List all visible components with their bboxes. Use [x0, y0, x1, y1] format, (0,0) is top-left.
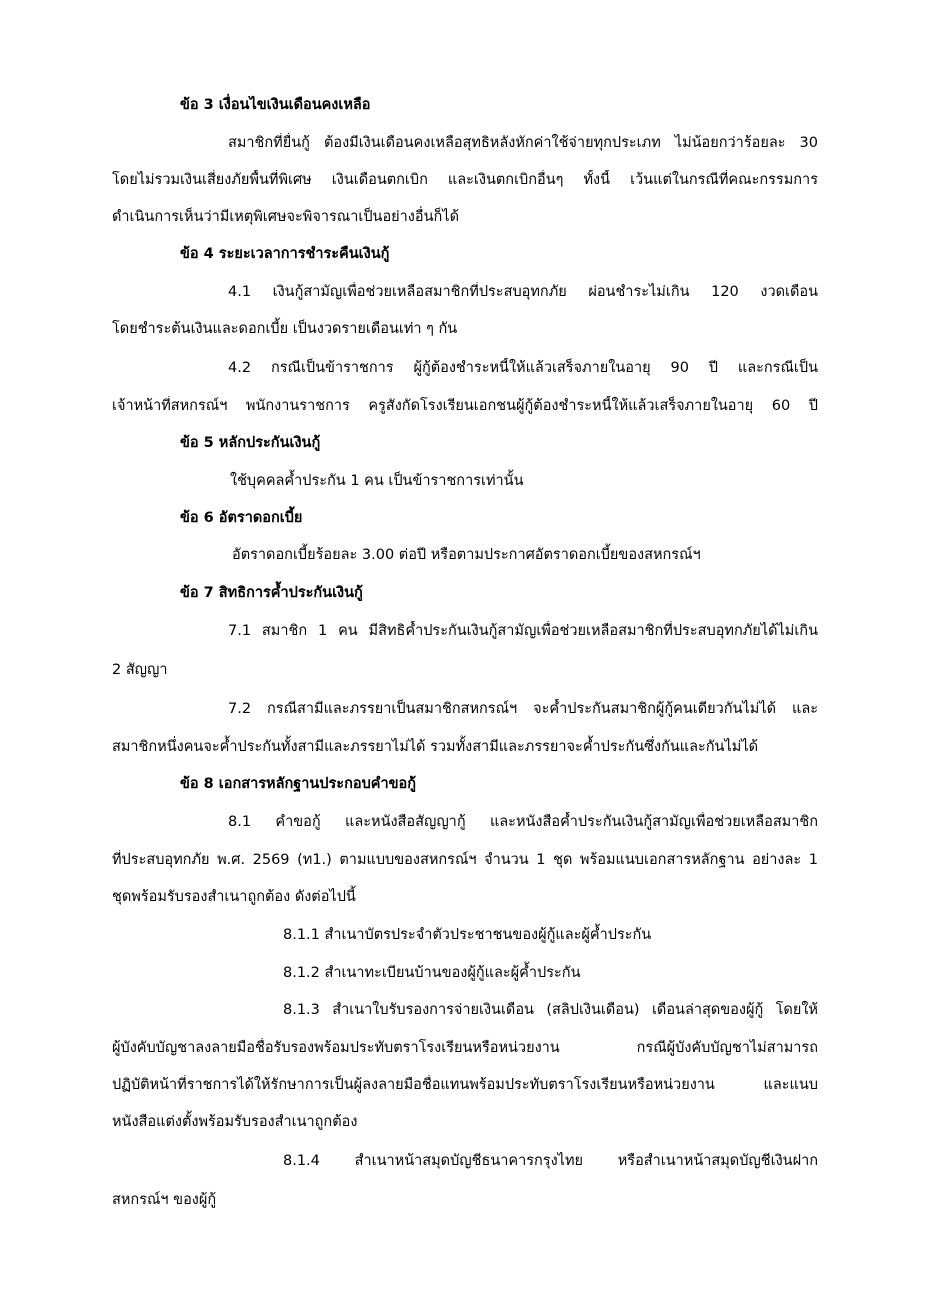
section-8-item-8-1-3-line-1: 8.1.3 สำเนาใบรับรองการจ่ายเงินเดือน (สลิปเงินเดือน) เดือนล่าสุดของผู้กู้ โดยให้	[283, 1002, 818, 1018]
section-7-heading: ข้อ 7 สิทธิการค้ำประกันเงินกู้	[180, 585, 363, 601]
section-6-heading: ข้อ 6 อัตราดอกเบี้ย	[180, 510, 303, 526]
section-8-item-8-1-3-line-3: ปฏิบัติหน้าที่ราชการได้ให้รักษาการเป็นผู้ลงลายมือชื่อแทนพร้อมประทับตราโรงเรียนหรือหน่วยงาน และแนบ	[112, 1077, 818, 1093]
section-3-heading: ข้อ 3 เงื่อนไขเงินเดือนคงเหลือ	[180, 97, 371, 113]
section-8-heading: ข้อ 8 เอกสารหลักฐานประกอบคำขอกู้	[180, 776, 417, 792]
section-6-line-1: อัตราดอกเบี้ยร้อยละ 3.00 ต่อปี หรือตามประกาศอัตราดอกเบี้ยของสหกรณ์ฯ	[232, 547, 701, 563]
section-7-line-1: 7.1 สมาชิก 1 คน มีสิทธิค้ำประกันเงินกู้สามัญเพื่อช่วยเหลือสมาชิกที่ประสบอุทกภัยได้ไม่เกิน	[228, 623, 818, 639]
section-4-heading: ข้อ 4 ระยะเวลาการชำระคืนเงินกู้	[180, 246, 390, 262]
section-4-line-3: 4.2 กรณีเป็นข้าราชการ ผู้กู้ต้องชำระหนี้ให้แล้วเสร็จภายในอายุ 90 ปี และกรณีเป็น	[228, 360, 818, 376]
section-7-line-3: 7.2 กรณีสามีและภรรยาเป็นสมาชิกสหกรณ์ฯ จะค้ำประกันสมาชิกผู้กู้คนเดียวกันไม่ได้ และ	[228, 701, 818, 717]
section-8-item-8-1-2: 8.1.2 สำเนาทะเบียนบ้านของผู้กู้และผู้ค้ำประกัน	[283, 965, 581, 981]
section-4-line-2: โดยชำระต้นเงินและดอกเบี้ย เป็นงวดรายเดือนเท่า ๆ กัน	[112, 321, 458, 337]
section-8-line-2: ที่ประสบอุทกภัย พ.ศ. 2569 (ท1.) ตามแบบของสหกรณ์ฯ จำนวน 1 ชุด พร้อมแนบเอกสารหลักฐาน อย่างละ 1	[112, 852, 818, 868]
section-7-line-4: สมาชิกหนึ่งคนจะค้ำประกันทั้งสามีและภรรยาไม่ได้ รวมทั้งสามีและภรรยาจะค้ำประกันซึ่งกันและกันไม่ได้	[112, 739, 759, 755]
section-8-item-8-1-3-line-2: ผู้บังคับบัญชาลงลายมือชื่อรับรองพร้อมประทับตราโรงเรียนหรือหน่วยงาน กรณีผู้บังคับบัญชาไม่สามารถ	[112, 1040, 818, 1056]
section-5-heading: ข้อ 5 หลักประกันเงินกู้	[180, 435, 321, 451]
section-8-item-8-1-4-line-2: สหกรณ์ฯ ของผู้กู้	[112, 1192, 217, 1208]
section-8-item-8-1-1: 8.1.1 สำเนาบัตรประจำตัวประชาชนของผู้กู้และผู้ค้ำประกัน	[283, 927, 652, 943]
section-8-line-1: 8.1 คำขอกู้ และหนังสือสัญญากู้ และหนังสือค้ำประกันเงินกู้สามัญเพื่อช่วยเหลือสมาชิก	[228, 814, 818, 830]
section-3-line-2: โดยไม่รวมเงินเสี่ยงภัยพื้นที่พิเศษ เงินเดือนตกเบิก และเงินตกเบิกอื่นๆ ทั้งนี้ เว้นแต่ในกรณีที่คณะกรรมการ	[112, 172, 818, 188]
section-4-line-4: เจ้าหน้าที่สหกรณ์ฯ พนักงานราชการ ครูสังกัดโรงเรียนเอกชนผู้กู้ต้องชำระหนี้ให้แล้วเสร็จภายในอายุ 60 ปี	[112, 398, 818, 414]
section-8-item-8-1-3-line-4: หนังสือแต่งตั้งพร้อมรับรองสำเนาถูกต้อง	[112, 1114, 358, 1130]
section-4-line-1: 4.1 เงินกู้สามัญเพื่อช่วยเหลือสมาชิกที่ประสบอุทกภัย ผ่อนชำระไม่เกิน 120 งวดเดือน	[228, 284, 818, 300]
section-3-line-1: สมาชิกที่ยื่นกู้ ต้องมีเงินเดือนคงเหลือสุทธิหลังหักค่าใช้จ่ายทุกประเภท ไม่น้อยกว่าร้อยละ 30	[228, 135, 818, 151]
section-3-line-3: ดำเนินการเห็นว่ามีเหตุพิเศษจะพิจารณาเป็นอย่างอื่นก็ได้	[112, 209, 459, 225]
section-8-line-3: ชุดพร้อมรับรองสำเนาถูกต้อง ดังต่อไปนี้	[112, 889, 356, 905]
section-7-line-2: 2 สัญญา	[112, 662, 168, 678]
section-5-line-1: ใช้บุคคลค้ำประกัน 1 คน เป็นข้าราชการเท่านั้น	[230, 473, 524, 489]
section-8-item-8-1-4-line-1: 8.1.4 สำเนาหน้าสมุดบัญชีธนาคารกรุงไทย หรือสำเนาหน้าสมุดบัญชีเงินฝาก	[283, 1153, 818, 1169]
